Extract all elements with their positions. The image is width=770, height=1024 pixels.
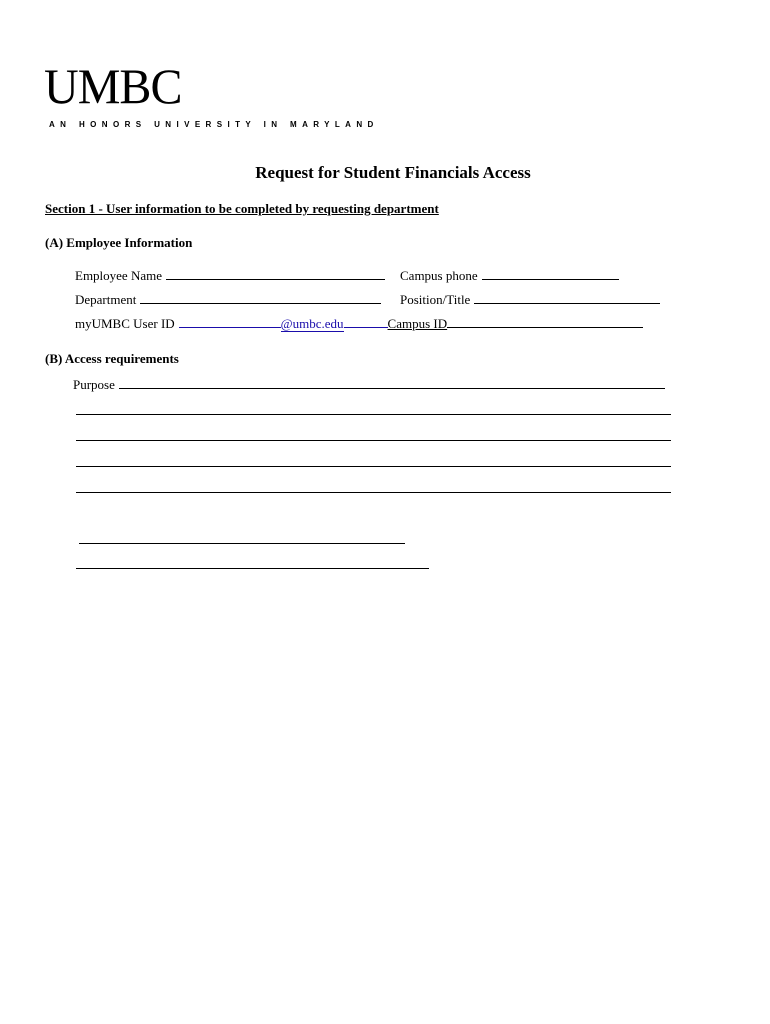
user-id-line[interactable] xyxy=(179,315,281,328)
position-title-line[interactable] xyxy=(474,291,660,304)
user-id-label: myUMBC User ID xyxy=(75,316,175,331)
department-field[interactable] xyxy=(75,291,381,308)
purpose-line-4[interactable] xyxy=(76,466,671,467)
department-line[interactable] xyxy=(140,291,381,304)
form-title: Request for Student Financials Access xyxy=(255,163,531,182)
purpose-line-5[interactable] xyxy=(76,492,671,493)
logo-tagline: AN HONORS UNIVERSITY IN MARYLAND xyxy=(49,120,379,129)
campus-phone-field[interactable] xyxy=(400,267,619,284)
purpose-line-3[interactable] xyxy=(76,440,671,441)
employee-name-line[interactable] xyxy=(166,267,385,280)
campus-id-line[interactable] xyxy=(447,315,643,328)
position-title-label: Position/Title xyxy=(400,292,471,307)
access-requirements-heading: (B) Access requirements xyxy=(45,351,179,366)
signature-line-2[interactable] xyxy=(76,568,429,569)
department-label: Department xyxy=(75,292,137,307)
position-title-field[interactable] xyxy=(400,291,660,308)
umbc-email-suffix: @umbc.edu xyxy=(280,316,344,331)
signature-line-1[interactable] xyxy=(79,543,405,544)
purpose-line-1[interactable] xyxy=(119,376,665,389)
purpose-label: Purpose xyxy=(73,377,115,392)
user-id-field[interactable] xyxy=(75,315,643,332)
employee-name-field[interactable] xyxy=(75,267,385,284)
campus-id-label: Campus ID xyxy=(387,316,448,331)
umbc-logo: UMBC xyxy=(44,58,182,114)
campus-phone-label: Campus phone xyxy=(400,268,478,283)
campus-phone-line[interactable] xyxy=(482,267,619,280)
employee-information-heading: (A) Employee Information xyxy=(45,235,193,250)
user-id-line-tail xyxy=(344,315,388,328)
employee-name-label: Employee Name xyxy=(75,268,162,283)
section-1-heading: Section 1 - User information to be completed by requesting department xyxy=(45,201,439,216)
purpose-line-2[interactable] xyxy=(76,414,671,415)
purpose-field[interactable] xyxy=(73,376,665,393)
